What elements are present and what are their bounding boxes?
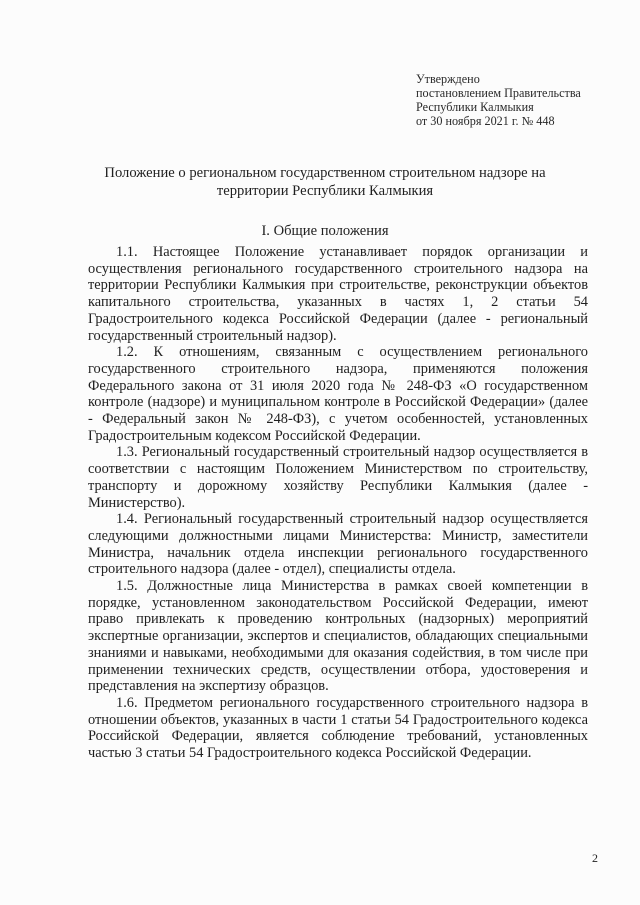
approval-line-date: от 30 ноября 2021 г. № 448 <box>416 114 555 128</box>
paragraph-1-1: 1.1. Настоящее Положение устанавливает порядок организации и осуществления регионального государственного строительного надзора на территории Республики Калмыкия при строительстве, реконструкции объектов капитального строительства, указанных в частях 1, 2 статьи 54 Градостроительного кодекса Российской Федерации (далее - региональный государственный строительный надзор). <box>88 244 588 344</box>
paragraph-1-6: 1.6. Предметом регионального государственного строительного надзора в отношении объектов, указанных в части 1 статьи 54 Градостроительного кодекса Российской Федерации, является соблюдение требований, установленных частью 3 статьи 54 Градостроительного кодекса Российской Федерации. <box>88 694 588 762</box>
paragraph-1-3: 1.3. Региональный государственный строительный надзор осуществляется в соответствии с настоящим Положением Министерством по строительству, транспорту и дорожному хозяйству Республики Калмыкия (далее - Министерство). <box>88 444 588 511</box>
approval-line-resolution: постановлением Правительства <box>416 86 581 100</box>
document-title-line-1: Положение о региональном государственном строительном надзоре на <box>104 165 546 181</box>
document-title <box>60 165 590 200</box>
approval-line-approved: Утверждено <box>416 72 480 86</box>
page-number: 2 <box>592 851 598 865</box>
document-body <box>88 244 588 762</box>
paragraph-1-4: 1.4. Региональный государственный строительный надзор осуществляется следующими должностными лицами Министерства: Министр, заместители Министра, начальник отдела инспекции регионального государственного строительного надзора (далее - отдел), специалисты отдела. <box>88 511 588 578</box>
approval-line-republic: Республики Калмыкия <box>416 100 534 114</box>
document-title-line-2: территории Республики Калмыкия <box>216 182 434 199</box>
section-heading: I. Общие положения <box>261 223 389 239</box>
paragraph-1-2: 1.2. К отношениям, связанным с осуществлением регионального государственного строительного надзора, применяются положения Федерального закона от 31 июля 2020 года № 248-ФЗ «О государственном контроле (надзоре) и муниципальном контроле в Российской Федерации» (далее - Федеральный закон № 248-ФЗ), с учетом особенностей, установленных Градостроительным кодексом Российской Федерации. <box>88 344 588 444</box>
approval-stamp <box>416 72 626 128</box>
paragraph-1-5: 1.5. Должностные лица Министерства в рамках своей компетенции в порядке, установленном законодательством Российской Федерации, имеют право привлекать к проведению контрольных (надзорных) мероприятий экспертные организации, экспертов и специалистов, обладающих специальными знаниями и навыками, необходимыми для оказания содействия, в том числе при применении технических средств, осуществлении отбора, удостоверения и представления на экспертизу образцов. <box>88 578 588 695</box>
